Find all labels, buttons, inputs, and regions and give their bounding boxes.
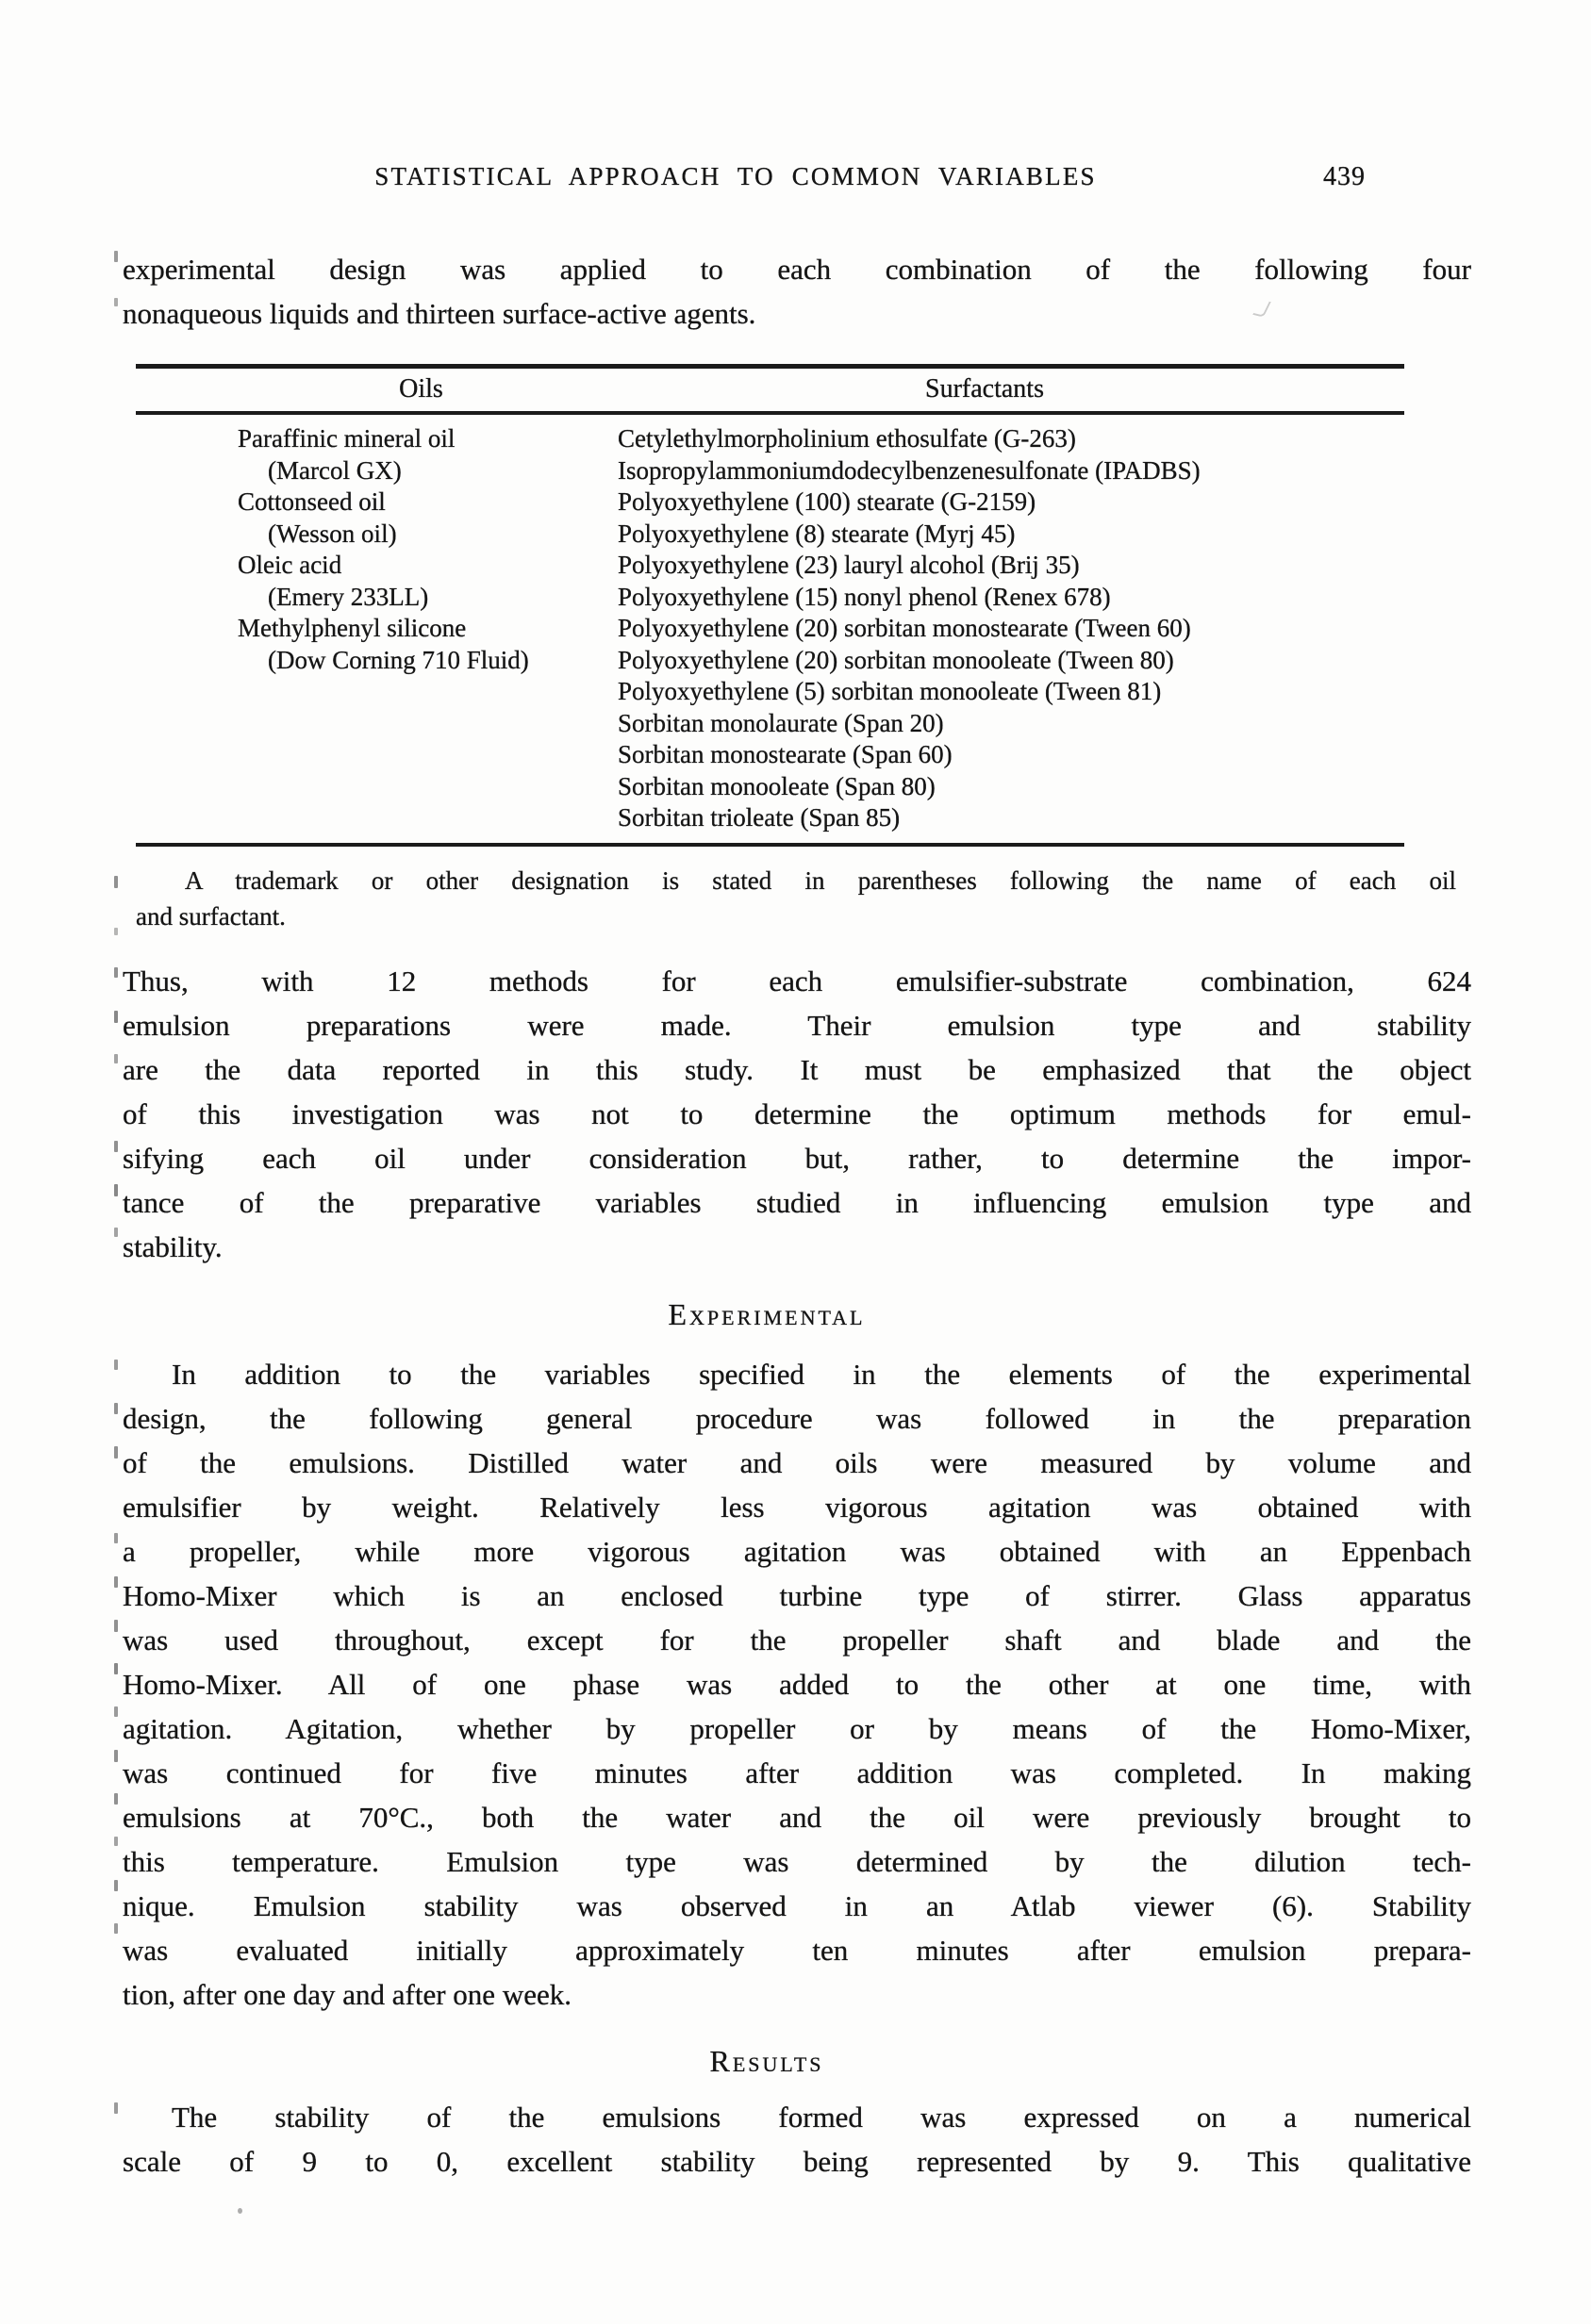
- surfactant-name: Sorbitan monolaurate (Span 20): [618, 708, 944, 737]
- text-line: scale of 9 to 0, excellent stability being represented by 9. This qualitative: [123, 2144, 1471, 2178]
- text-line: Homo-Mixer. All of one phase was added to the other at one time, with: [123, 1667, 1471, 1701]
- intro-paragraph: [123, 247, 1471, 336]
- paragraph-results: [123, 2095, 1471, 2184]
- oil-trade-name: (Emery 233LL): [268, 582, 429, 611]
- surfactant-name: Polyoxyethylene (100) stearate (G-2159): [618, 487, 1036, 516]
- gutter-mark: [114, 2102, 118, 2114]
- surfactant-name: Sorbitan trioleate (Span 85): [618, 803, 901, 832]
- gutter-mark: [114, 1837, 118, 1846]
- gutter-mark: [114, 1576, 118, 1588]
- gutter-mark: [114, 1228, 118, 1237]
- table-column-oils: [136, 423, 565, 834]
- oil-name: Oleic acid: [238, 551, 342, 579]
- text-line: was continued for five minutes after addition was completed. In making: [123, 1755, 1471, 1789]
- text-line: emulsions at 70°C., both the water and the oil were previously brought to: [123, 1800, 1471, 1834]
- oil-trade-name: (Wesson oil): [268, 519, 397, 548]
- column-header-oils: Oils: [399, 374, 443, 404]
- surfactant-name: Polyoxyethylene (23) lauryl alcohol (Brij 35): [618, 551, 1080, 579]
- text-line: nique. Emulsion stability was observed in an Atlab viewer (6). Stability: [123, 1888, 1471, 1922]
- surfactant-name: Isopropylammoniumdodecylbenzenesulfonate (IPADBS): [618, 455, 1201, 485]
- oil-name: Cottonseed oil: [238, 487, 386, 516]
- table-footnote: [136, 863, 1456, 934]
- text-line: was evaluated initially approximately ten minutes after emulsion prepara-: [123, 1933, 1471, 1967]
- paragraph-experimental: [123, 1352, 1471, 2017]
- oil-trade-name: (Marcol GX): [268, 455, 402, 485]
- text-line: emulsion preparations were made. Their emulsion type and stability: [123, 1008, 1471, 1042]
- gutter-mark: [114, 1880, 118, 1891]
- paragraph-thus: [123, 959, 1471, 1269]
- gutter-mark: [114, 1360, 118, 1370]
- text-line: In addition to the variables specified in the elements of the experimental: [172, 1357, 1471, 1391]
- page-content: [123, 0, 1471, 2184]
- text-line: tion, after one day and after one week.: [123, 1977, 572, 2011]
- gutter-mark: [114, 1184, 118, 1196]
- gutter-mark: [114, 251, 118, 262]
- gutter-mark: [114, 1533, 118, 1543]
- gutter-mark: [114, 1446, 118, 1459]
- page-title: STATISTICAL APPROACH TO COMMON VARIABLES: [374, 162, 1097, 190]
- gutter-mark: [114, 298, 118, 306]
- gutter-mark: [114, 1706, 118, 1717]
- oil-trade-name: (Dow Corning 710 Fluid): [268, 645, 529, 674]
- text-line: are the data reported in this study. It must be emphasized that the object: [123, 1052, 1471, 1086]
- running-head: [123, 162, 1471, 200]
- table-column-surfactants: [565, 423, 1404, 834]
- gutter-mark: [114, 928, 118, 935]
- gutter-mark: [114, 1403, 118, 1414]
- text-line: A trademark or other designation is stated in parentheses following the name of each oil: [185, 865, 1456, 895]
- table-body: [136, 415, 1404, 843]
- surfactant-name: Polyoxyethylene (20) sorbitan monostearate (Tween 60): [618, 614, 1191, 642]
- section-heading-results: Results: [709, 2043, 824, 2078]
- oil-name: Methylphenyl silicone: [238, 614, 467, 642]
- oil-name: Paraffinic mineral oil: [238, 424, 456, 453]
- gutter-mark: [114, 1750, 118, 1762]
- text-line: tance of the preparative variables studied in influencing emulsion type and: [123, 1185, 1471, 1219]
- text-line: Homo-Mixer which is an enclosed turbine type of stirrer. Glass apparatus: [123, 1578, 1471, 1612]
- gutter-mark: [114, 1054, 118, 1063]
- text-line: this temperature. Emulsion type was determined by the dilution tech-: [123, 1844, 1471, 1878]
- text-line: was used throughout, except for the propeller shaft and blade and the: [123, 1623, 1471, 1656]
- text-line: of this investigation was not to determine the optimum methods for emul-: [123, 1096, 1471, 1130]
- text-line: design, the following general procedure was followed in the preparation: [123, 1401, 1471, 1435]
- gutter-mark: [114, 1141, 118, 1152]
- section-heading-experimental: Experimental: [668, 1296, 866, 1331]
- table-header-row: [136, 369, 1404, 411]
- gutter-mark: [114, 967, 118, 978]
- surfactant-name: Sorbitan monooleate (Span 80): [618, 771, 936, 800]
- text-line: experimental design was applied to each combination of the following four: [123, 253, 1471, 286]
- text-line: stability.: [123, 1229, 223, 1263]
- gutter-mark: [114, 1923, 118, 1934]
- table-rule-bottom: [136, 843, 1404, 847]
- text-line: The stability of the emulsions formed was expressed on a numerical: [172, 2100, 1471, 2134]
- text-line: Thus, with 12 methods for each emulsifier-substrate combination, 624: [123, 964, 1471, 997]
- text-line: agitation. Agitation, whether by propeller or by means of the Homo-Mixer,: [123, 1711, 1471, 1745]
- text-line: and surfactant.: [136, 901, 286, 931]
- gutter-mark: [114, 876, 118, 888]
- gutter-mark: [114, 1620, 118, 1632]
- surfactant-name: Polyoxyethylene (5) sorbitan monooleate (Tween 81): [618, 677, 1162, 705]
- column-header-surfactants: Surfactants: [925, 374, 1044, 404]
- text-line: emulsifier by weight. Relatively less vigorous agitation was obtained with: [123, 1490, 1471, 1524]
- surfactant-name: Polyoxyethylene (20) sorbitan monooleate (Tween 80): [618, 645, 1174, 674]
- text-line: nonaqueous liquids and thirteen surface-active agents.: [123, 297, 756, 330]
- text-line: sifying each oil under consideration but, rather, to determine the impor-: [123, 1141, 1471, 1175]
- gutter-mark: [114, 1793, 118, 1805]
- ink-dot: [238, 2208, 242, 2214]
- surfactant-name: Sorbitan monostearate (Span 60): [618, 740, 953, 768]
- gutter-mark: [114, 1663, 118, 1674]
- surfactant-name: Polyoxyethylene (8) stearate (Myrj 45): [618, 519, 1016, 548]
- text-line: of the emulsions. Distilled water and oils were measured by volume and: [123, 1445, 1471, 1479]
- surfactant-name: Polyoxyethylene (15) nonyl phenol (Renex 678): [618, 582, 1111, 611]
- oils-surfactants-table: [136, 364, 1404, 847]
- gutter-mark: [114, 1011, 118, 1023]
- text-line: a propeller, while more vigorous agitation was obtained with an Eppenbach: [123, 1534, 1471, 1568]
- page-number: 439: [1323, 162, 1366, 191]
- surfactant-name: Cetylethylmorpholinium ethosulfate (G-263): [618, 424, 1076, 453]
